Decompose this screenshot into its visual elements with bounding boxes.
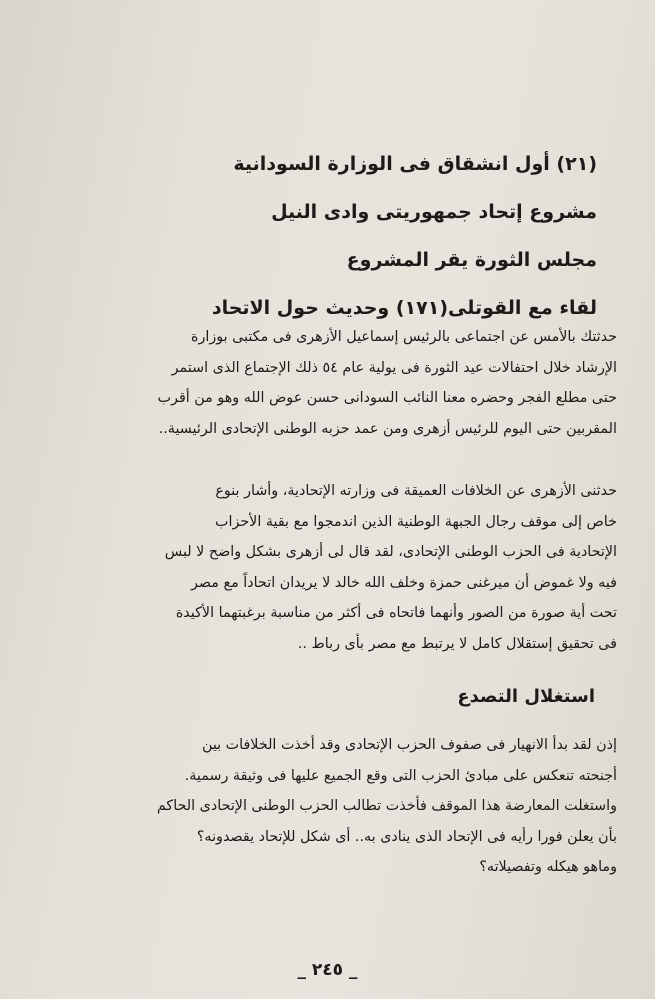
paragraph-line: فى تحقيق إستقلال كامل لا يرتبط مع مصر بأى رباط .. bbox=[297, 635, 617, 652]
paragraph-line: فيه ولا غموض أن ميرغنى حمزة وخلف الله خالد لا يريدان اتحاداً مع مصر bbox=[190, 574, 617, 591]
paragraph-line: المقربين حتى اليوم للرئيس أزهرى ومن عمد حزبه الوطنى الإتحادى الرئيسية.. bbox=[158, 420, 617, 437]
paragraph-line: حتى مطلع الفجر وحضره معنا النائب السودانى حسن عوض الله وهو من أقرب bbox=[157, 390, 617, 406]
paragraph-line: الإتحادية فى الحزب الوطنى الإتحادى، لقد قال لى أزهرى بشكل واضح لا لبس bbox=[164, 544, 617, 560]
paragraph-2 bbox=[32, 476, 617, 659]
page-number: _ ٢٤٥ _ bbox=[297, 960, 358, 980]
chapter-title: (٢١) أول انشقاق فى الوزارة السودانية bbox=[233, 153, 597, 175]
subtitle-union-project: مشروع إتحاد جمهوريتى وادى النيل bbox=[271, 201, 597, 223]
paragraph-line: وماهو هيكله وتفصيلاته؟ bbox=[479, 859, 617, 875]
section-heading: استغلال التصدع bbox=[457, 686, 595, 707]
paragraph-3 bbox=[32, 730, 617, 883]
paragraph-line: تحت أية صورة من الصور وأنهما فاتحاه فى أكثر من مناسبة برغبتهما الأكيدة bbox=[175, 605, 617, 621]
paragraph-line: حدثنى الأزهرى عن الخلافات العميقة فى وزارته الإتحادية، وأشار بنوع bbox=[215, 483, 617, 499]
paragraph-line: حدثتك بالأمس عن اجتماعى بالرئيس إسماعيل الأزهرى فى مكتبى بوزارة bbox=[190, 329, 617, 345]
paragraph-line: واستغلت المعارضة هذا الموقف فأخذت تطالب الحزب الوطنى الإتحادى الحاكم bbox=[156, 798, 617, 814]
paragraph-line: الإرشاد خلال احتفالات عيد الثورة فى يولية عام ٥٤ ذلك الإجتماع الذى استمر bbox=[171, 359, 617, 376]
subtitle-council-approval: مجلس الثورة يقر المشروع bbox=[346, 249, 597, 271]
paragraph-line: أجنحته تنعكس على مبادئ الحزب التى وقع الجميع عليها فى وثيقة رسمية. bbox=[184, 767, 617, 784]
subtitle-quwatli-meeting: لقاء مع القوتلى(١٧١) وحديث حول الاتحاد bbox=[211, 297, 597, 319]
paragraph-1 bbox=[32, 322, 617, 444]
paragraph-line: إذن لقد بدأ الانهيار فى صفوف الحزب الإتحادى وقد أخذت الخلافات بين bbox=[201, 737, 617, 753]
paragraph-line: بأن يعلن فورا رأيه فى الإتحاد الذى ينادى به.. أى شكل للإتحاد يقصدونه؟ bbox=[196, 828, 617, 845]
paragraph-line: خاص إلى موقف رجال الجبهة الوطنية الذين اندمجوا مع بقية الأحزاب bbox=[215, 513, 617, 530]
chapter-headings bbox=[57, 140, 597, 332]
